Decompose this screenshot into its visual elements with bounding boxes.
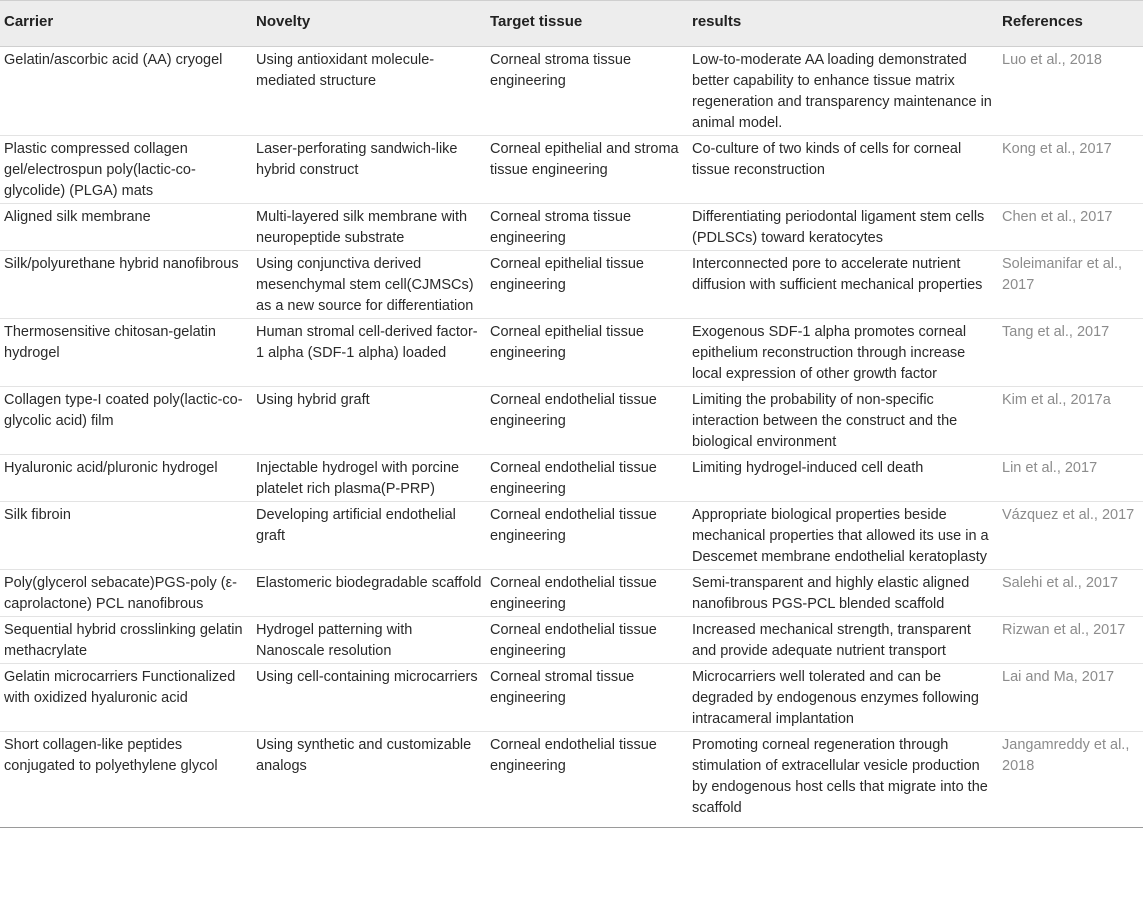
header-references: References xyxy=(998,1,1143,47)
cell-target-tissue: Corneal epithelial and stroma tissue engineering xyxy=(486,136,688,204)
table-row xyxy=(0,47,1143,136)
cell-carrier: Hyaluronic acid/pluronic hydrogel xyxy=(0,455,252,502)
cell-novelty: Developing artificial endothelial graft xyxy=(252,502,486,570)
cell-reference: Soleimanifar et al., 2017 xyxy=(998,251,1143,319)
cell-target-tissue: Corneal endothelial tissue engineering xyxy=(486,502,688,570)
cell-target-tissue: Corneal endothelial tissue engineering xyxy=(486,570,688,617)
header-carrier: Carrier xyxy=(0,1,252,47)
cell-target-tissue: Corneal stroma tissue engineering xyxy=(486,204,688,251)
cell-novelty: Elastomeric biodegradable scaffold xyxy=(252,570,486,617)
cell-results: Co-culture of two kinds of cells for corneal tissue reconstruction xyxy=(688,136,998,204)
cell-target-tissue: Corneal epithelial tissue engineering xyxy=(486,251,688,319)
table-row xyxy=(0,455,1143,502)
table-row xyxy=(0,732,1143,828)
cell-reference: Jangamreddy et al., 2018 xyxy=(998,732,1143,828)
cell-novelty: Using hybrid graft xyxy=(252,387,486,455)
cell-reference: Vázquez et al., 2017 xyxy=(998,502,1143,570)
cell-novelty: Using conjunctiva derived mesenchymal stem cell(CJMSCs) as a new source for differentiation xyxy=(252,251,486,319)
cell-results: Microcarriers well tolerated and can be degraded by endogenous enzymes following intracameral implantation xyxy=(688,664,998,732)
table-row xyxy=(0,136,1143,204)
cell-reference: Luo et al., 2018 xyxy=(998,47,1143,136)
cell-carrier: Poly(glycerol sebacate)PGS-poly (ε-caprolactone) PCL nanofibrous xyxy=(0,570,252,617)
cell-reference: Salehi et al., 2017 xyxy=(998,570,1143,617)
table-row xyxy=(0,617,1143,664)
table-row xyxy=(0,664,1143,732)
cell-reference: Lai and Ma, 2017 xyxy=(998,664,1143,732)
cell-novelty: Using cell-containing microcarriers xyxy=(252,664,486,732)
cell-novelty: Using synthetic and customizable analogs xyxy=(252,732,486,828)
cell-carrier: Gelatin microcarriers Functionalized with oxidized hyaluronic acid xyxy=(0,664,252,732)
cell-novelty: Injectable hydrogel with porcine platelet rich plasma(P-PRP) xyxy=(252,455,486,502)
cell-reference: Tang et al., 2017 xyxy=(998,319,1143,387)
table-row xyxy=(0,251,1143,319)
cell-reference: Lin et al., 2017 xyxy=(998,455,1143,502)
cell-reference: Kim et al., 2017a xyxy=(998,387,1143,455)
cell-target-tissue: Corneal stroma tissue engineering xyxy=(486,47,688,136)
cell-results: Appropriate biological properties beside mechanical properties that allowed its use in a Descemet membrane endothelial keratoplasty xyxy=(688,502,998,570)
cell-results: Exogenous SDF-1 alpha promotes corneal epithelium reconstruction through increase local expression of other growth factor xyxy=(688,319,998,387)
table-row xyxy=(0,502,1143,570)
cell-target-tissue: Corneal epithelial tissue engineering xyxy=(486,319,688,387)
cell-results: Limiting the probability of non-specific interaction between the construct and the biological environment xyxy=(688,387,998,455)
cell-target-tissue: Corneal endothelial tissue engineering xyxy=(486,732,688,828)
cell-results: Interconnected pore to accelerate nutrient diffusion with sufficient mechanical properties xyxy=(688,251,998,319)
table-row xyxy=(0,570,1143,617)
cell-novelty: Hydrogel patterning with Nanoscale resolution xyxy=(252,617,486,664)
cell-results: Promoting corneal regeneration through stimulation of extracellular vesicle production by endogenous host cells that migrate into the scaffold xyxy=(688,732,998,828)
cell-novelty: Using antioxidant molecule-mediated structure xyxy=(252,47,486,136)
cell-target-tissue: Corneal endothelial tissue engineering xyxy=(486,617,688,664)
cell-results: Low-to-moderate AA loading demonstrated better capability to enhance tissue matrix regeneration and transparency maintenance in animal model. xyxy=(688,47,998,136)
table-row xyxy=(0,204,1143,251)
cell-results: Limiting hydrogel-induced cell death xyxy=(688,455,998,502)
cell-carrier: Thermosensitive chitosan-gelatin hydrogel xyxy=(0,319,252,387)
cell-reference: Kong et al., 2017 xyxy=(998,136,1143,204)
header-row xyxy=(0,1,1143,47)
cell-novelty: Human stromal cell-derived factor-1 alpha (SDF-1 alpha) loaded xyxy=(252,319,486,387)
cell-reference: Rizwan et al., 2017 xyxy=(998,617,1143,664)
cell-novelty: Multi-layered silk membrane with neuropeptide substrate xyxy=(252,204,486,251)
cell-novelty: Laser-perforating sandwich-like hybrid construct xyxy=(252,136,486,204)
table-row xyxy=(0,319,1143,387)
cell-results: Semi-transparent and highly elastic aligned nanofibrous PGS-PCL blended scaffold xyxy=(688,570,998,617)
cell-results: Differentiating periodontal ligament stem cells (PDLSCs) toward keratocytes xyxy=(688,204,998,251)
table-header xyxy=(0,1,1143,47)
cell-results: Increased mechanical strength, transparent and provide adequate nutrient transport xyxy=(688,617,998,664)
table-body xyxy=(0,47,1143,828)
cell-carrier: Plastic compressed collagen gel/electrospun poly(lactic-co-glycolide) (PLGA) mats xyxy=(0,136,252,204)
header-target-tissue: Target tissue xyxy=(486,1,688,47)
header-results: results xyxy=(688,1,998,47)
cell-reference: Chen et al., 2017 xyxy=(998,204,1143,251)
cell-carrier: Silk fibroin xyxy=(0,502,252,570)
cell-carrier: Sequential hybrid crosslinking gelatin methacrylate xyxy=(0,617,252,664)
cell-target-tissue: Corneal endothelial tissue engineering xyxy=(486,387,688,455)
cell-target-tissue: Corneal endothelial tissue engineering xyxy=(486,455,688,502)
table-row xyxy=(0,387,1143,455)
cell-carrier: Gelatin/ascorbic acid (AA) cryogel xyxy=(0,47,252,136)
header-novelty: Novelty xyxy=(252,1,486,47)
cell-carrier: Aligned silk membrane xyxy=(0,204,252,251)
cell-carrier: Silk/polyurethane hybrid nanofibrous xyxy=(0,251,252,319)
cell-carrier: Collagen type-I coated poly(lactic-co-glycolic acid) film xyxy=(0,387,252,455)
cell-target-tissue: Corneal stromal tissue engineering xyxy=(486,664,688,732)
cell-carrier: Short collagen-like peptides conjugated to polyethylene glycol xyxy=(0,732,252,828)
